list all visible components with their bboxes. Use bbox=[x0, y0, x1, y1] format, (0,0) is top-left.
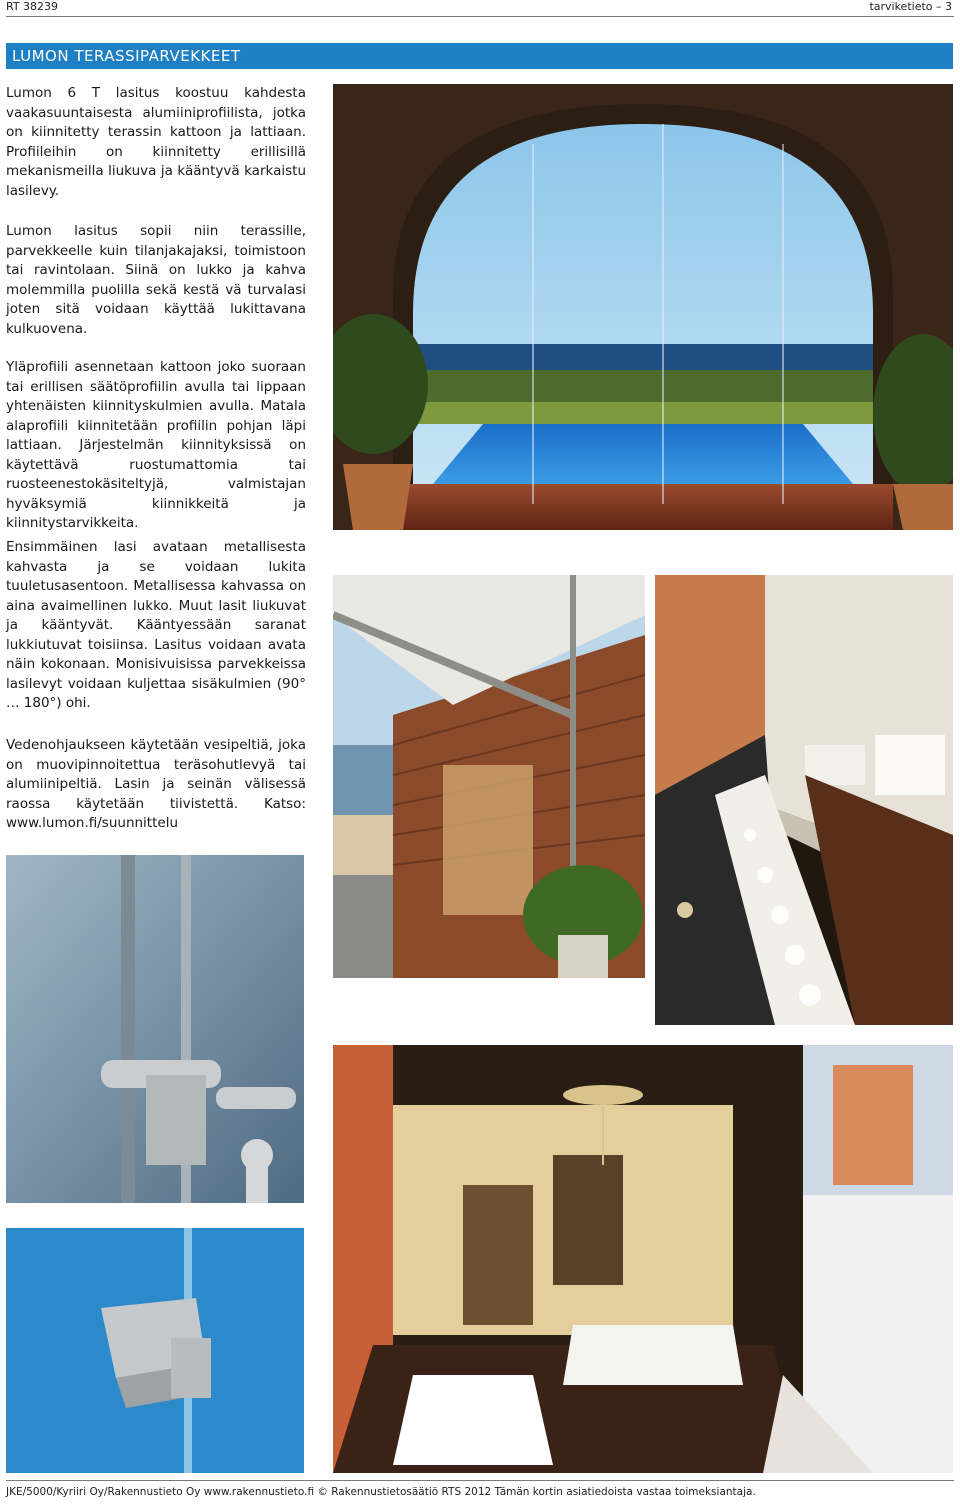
paragraph-1: Lumon 6 T lasitus koostuu kahdesta vaakasuuntaisesta alumiiniprofiilista, jotka on kiinnitetty terassin kattoon ja lattiaan. Profiileihin on kiinnitetty erillisillä mekanismeilla liukuva ja kääntyvä karkaistu lasilevy. bbox=[6, 85, 306, 199]
photo-interior-pebbles bbox=[655, 575, 953, 1025]
paragraph-4: Ensimmäinen lasi avataan metallisesta kahvasta ja se voidaan lukita tuuletusasentoon. Metallisessa kahvassa on aina avaimellinen lukko. Muut lasit liukuvat ja kääntyvät. Kääntyessään saranat lukkiutuvat toisiinsa. Lasitus voidaan avata näin kokonaan. Monisivuisissa parvekkeissa lasilevyt voidaan kuljettaa sisäkulmien (90° … 180°) ohi. bbox=[6, 539, 306, 711]
footer-credits: JKE/5000/Kyriiri Oy/Rakennustieto Oy www.rakennustieto.fi © Rakennustietosäätiö RTS 2012 Tämän kortin asiatiedoista vastaa toimeksiantaja. bbox=[6, 1486, 756, 1498]
photo-evening-terrace-lounge bbox=[333, 1045, 953, 1473]
photo-hinge-detail bbox=[6, 1228, 304, 1473]
photo-arch-terrace-sea bbox=[333, 84, 953, 530]
footer-rule bbox=[6, 1480, 954, 1481]
paragraph-2: Lumon lasitus sopii niin terassille, parvekkeelle kuin tilanjakajaksi, toimistoon tai ravintolaan. Siinä on lukko ja kahva molemmilla puolilla sekä kestä vä turvalasi joten sitä voidaan käyttää lukittavana kulkuovena. bbox=[6, 223, 306, 337]
paragraph-3: Yläprofiili asennetaan kattoon joko suoraan tai erillisen säätöprofiilin avulla tai lippaan yhtenäisten kiinnityskulmien avulla. Matala alaprofiili kiinnitetään profiilin pohjan läpi lattiaan. Järjestelmän kiinnityksissä on käytettävä ruostumattomia tai ruosteenestokäsiteltyjä, valmistajan hyväksymiä kiinnikkeitä ja kiinnitystarvikkeita. bbox=[6, 359, 306, 531]
page-label: tarviketieto – 3 bbox=[869, 0, 952, 13]
section-title: LUMON TERASSIPARVEKKEET bbox=[6, 43, 953, 69]
photo-lock-handle bbox=[6, 855, 304, 1203]
photo-glazed-corner-lake bbox=[333, 575, 645, 978]
header-rule bbox=[6, 16, 954, 17]
document-id: RT 38239 bbox=[6, 0, 59, 13]
paragraph-5: Vedenohjaukseen käytetään vesipeltiä, joka on muovipinnoitettua teräsohutlevyä tai alumiinipeltiä. Lasin ja seinän välisessä raossa käytetään tiivistettä. Katso: www.lumon.fi/suunnittelu bbox=[6, 737, 306, 831]
